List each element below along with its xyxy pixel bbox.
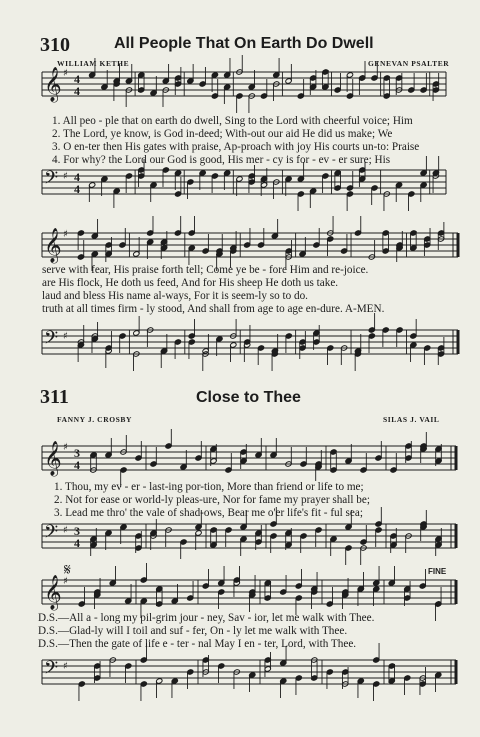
lyric-line: 3. O en-ter then His gates with praise, Ap-proach with joy His courts un-to: Praise	[52, 141, 420, 153]
time-signature: 3	[74, 446, 80, 460]
lyric-line: laud and bless His name al-ways, For it is seem-ly so to do.	[42, 290, 308, 302]
bass-clef-icon: 𝄢	[44, 328, 59, 353]
lyrics-block	[52, 115, 472, 167]
segno-icon: 𝄋	[64, 560, 71, 579]
music-credit: SILAS J. VAIL	[383, 415, 440, 424]
lyric-line: 3. Lead me thro' the vale of shad-ows, Bear me o'er life's fit - ful sea;	[54, 507, 363, 519]
time-signature: 4	[74, 182, 80, 196]
sharp-icon: ♯	[63, 525, 68, 536]
lyric-line: 1. All peo - ple that on earth do dwell, Sing to the Lord with cheerful voice; Him	[52, 115, 413, 127]
sharp-icon: ♯	[63, 68, 68, 79]
sharp-icon: ♯	[63, 331, 68, 342]
treble-clef-icon: 𝄞	[44, 228, 62, 263]
time-signature: 4	[74, 84, 80, 98]
lyric-line: D.S.—Then the gate of life e - ter - nal May I en - ter, Lord, with Thee.	[38, 638, 357, 650]
hymn-number: 311	[40, 386, 69, 408]
lyric-line: D.S.—Glad-ly will I toil and suf - fer, On - ly let me walk with Thee.	[38, 625, 348, 637]
bass-clef-icon: 𝄢	[44, 168, 59, 193]
lyric-line: 2. Not for ease or world-ly pleas-ure, Nor for fame my prayer shall be;	[54, 494, 370, 506]
bass-clef-icon: 𝄢	[44, 522, 59, 547]
sharp-icon: ♯	[63, 171, 68, 182]
bass-clef-icon: 𝄢	[44, 658, 59, 683]
fine-label: FINE	[428, 567, 447, 576]
lyrics-block	[54, 481, 474, 520]
lyric-line: D.S.—All a - long my pil-grim jour - ney, Sav - ior, let me walk with Thee.	[38, 612, 375, 624]
sharp-icon: ♯	[63, 576, 68, 587]
hymn-title: All People That On Earth Do Dwell	[114, 35, 374, 52]
sharp-icon: ♯	[63, 661, 68, 672]
lyric-line: 2. The Lord, ye know, is God in-deed; With-out our aid He did us make; We	[52, 128, 393, 140]
words-credit: WILLIAM KETHE	[57, 59, 130, 68]
time-signature: 4	[74, 170, 80, 184]
sharp-icon: ♯	[63, 442, 68, 453]
lyric-line: 1. Thou, my ev - er - last-ing por-tion, More than friend or life to me;	[54, 481, 364, 493]
tune-credit: GENEVAN PSALTER	[368, 59, 450, 68]
lyric-line: are His flock, He doth us feed, And for His sheep He doth us take.	[42, 277, 339, 289]
lyrics-block	[38, 612, 474, 651]
sharp-icon: ♯	[63, 229, 68, 240]
time-signature: 3	[74, 524, 80, 538]
treble-clef-icon: 𝄞	[44, 575, 62, 610]
words-credit: FANNY J. CROSBY	[57, 415, 133, 424]
treble-clef-icon: 𝄞	[44, 441, 62, 476]
time-signature: 4	[74, 536, 80, 550]
lyric-line: truth at all times firm - ly stood, And shall from age to age en-dure. A-MEN.	[42, 303, 385, 315]
time-signature: 4	[74, 72, 80, 86]
time-signature: 4	[74, 458, 80, 472]
lyric-line: serve with fear, His praise forth tell; Come ye be - fore Him and re-joice.	[42, 264, 369, 276]
lyrics-block	[42, 264, 472, 316]
treble-clef-icon: 𝄞	[44, 67, 62, 102]
hymn-number: 310	[40, 34, 70, 56]
hymn-title: Close to Thee	[196, 389, 301, 406]
lyric-line: 4. For why? the Lord our God is good, His mer - cy is for - ev - er sure; His	[52, 154, 391, 166]
